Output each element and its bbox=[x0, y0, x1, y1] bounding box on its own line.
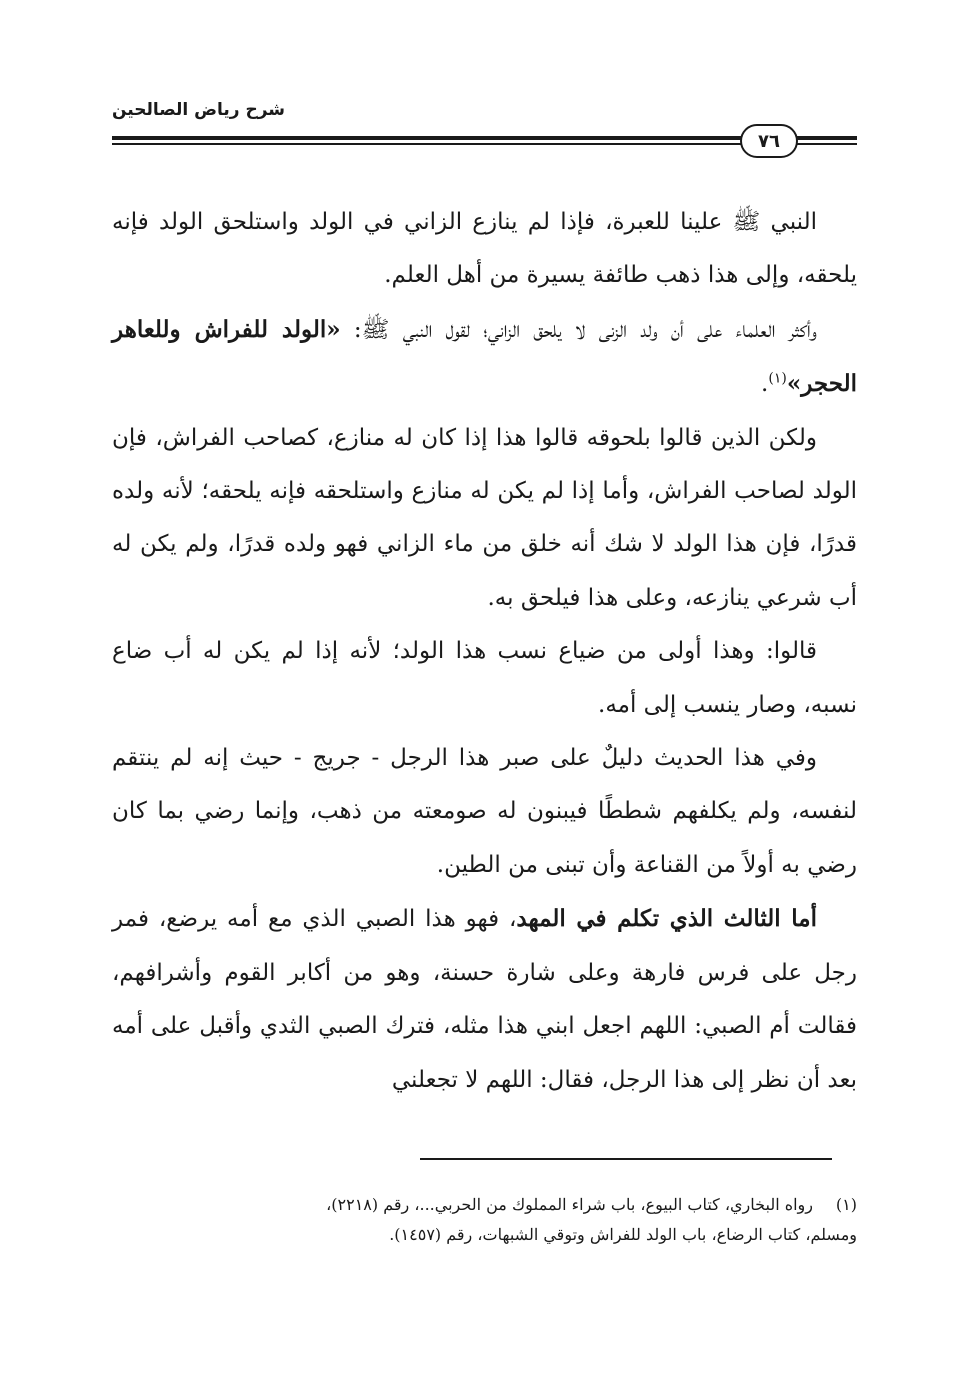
footnote-line-2 bbox=[112, 1220, 857, 1250]
paragraph-5: وفي هذا الحديث دليلٌ على صبر هذا الرجل - جريج - حيث إنه لم ينتقم لنفسه، ولم يكلفهم شططًا فيبنون له صومعته من ذهب، وإنما رضي بما كان رضي به أولاً من القناعة وأن تبنى من الطين. bbox=[112, 745, 857, 878]
footnote-reference: (١) bbox=[768, 370, 787, 387]
paragraph-6 bbox=[112, 892, 857, 1107]
main-text bbox=[112, 196, 857, 1107]
running-title: شرح رياض الصالحين bbox=[112, 100, 286, 120]
footnote-marker: (١) bbox=[835, 1195, 857, 1214]
paragraph-2 bbox=[112, 303, 857, 412]
footnote-text-1: رواه البخاري، كتاب البيوع، باب شراء المملوك من الحربي...، رقم (٢٢١٨)، bbox=[326, 1195, 813, 1214]
footnote-text-2: ومسلم، كتاب الرضاع، باب الولد للفراش وتوقي الشبهات، رقم (١٤٥٧). bbox=[389, 1225, 857, 1244]
hadith-quote: «الولد للفراش وللعاهر الحجر» bbox=[112, 315, 857, 398]
footnote-line-1 bbox=[112, 1190, 857, 1220]
footnote-separator bbox=[420, 1158, 832, 1160]
paragraph-1: النبي ﷺ علينا للعبرة، فإذا لم ينازع الزاني في الولد واستلحق الولد فإنه يلحقه، وإلى هذا ذهب طائفة يسيرة من أهل العلم. bbox=[112, 209, 857, 289]
paragraph-2-end: . bbox=[761, 371, 769, 398]
paragraph-3: ولكن الذين قالوا بلحوقه قالوا هذا إذا كان له منازع، كصاحب الفراش، فإن الولد لصاحب الفراش، وأما إذا لم يكن له منازع واستلحقه فإنه يلحقه؛ لأنه ولده قدرًا، فإن هذا الولد لا شك أنه خلق من ماء الزاني فهو ولده قدرًا، ولم يكن له أب شرعي ينازعه، وعلى هذا فيلحق به. bbox=[112, 424, 857, 611]
page-number: ٧٦ bbox=[740, 124, 798, 158]
paragraph-6-heading: أما الثالث الذي تكلم في المهد bbox=[516, 905, 817, 933]
paragraph-4: قالوا: وهذا أولى من ضياع نسب هذا الولد؛ لأنه إذا لم يكن له أب ضاع نسبه، وصار ينسب إلى أمه. bbox=[112, 638, 857, 718]
paragraph-2-intro: وأكثر العلماء على أن ولد الزنى لا يلحق الزاني؛ لقول النبي ﷺ: bbox=[340, 316, 817, 343]
footnotes bbox=[112, 1190, 857, 1250]
paragraph-6-text: ، فهو هذا الصبي الذي مع أمه يرضع، فمر رجل على فرس فارهة وعلى شارة حسنة، وهو من أكابر القوم وأشرافهم، فقالت أم الصبي: اللهم اجعل ابني هذا مثله، فترك الصبي الثدي وأقبل على أمه بعد أن نظر إلى هذا الرجل، فقال: اللهم لا تجعلني bbox=[112, 906, 857, 1093]
